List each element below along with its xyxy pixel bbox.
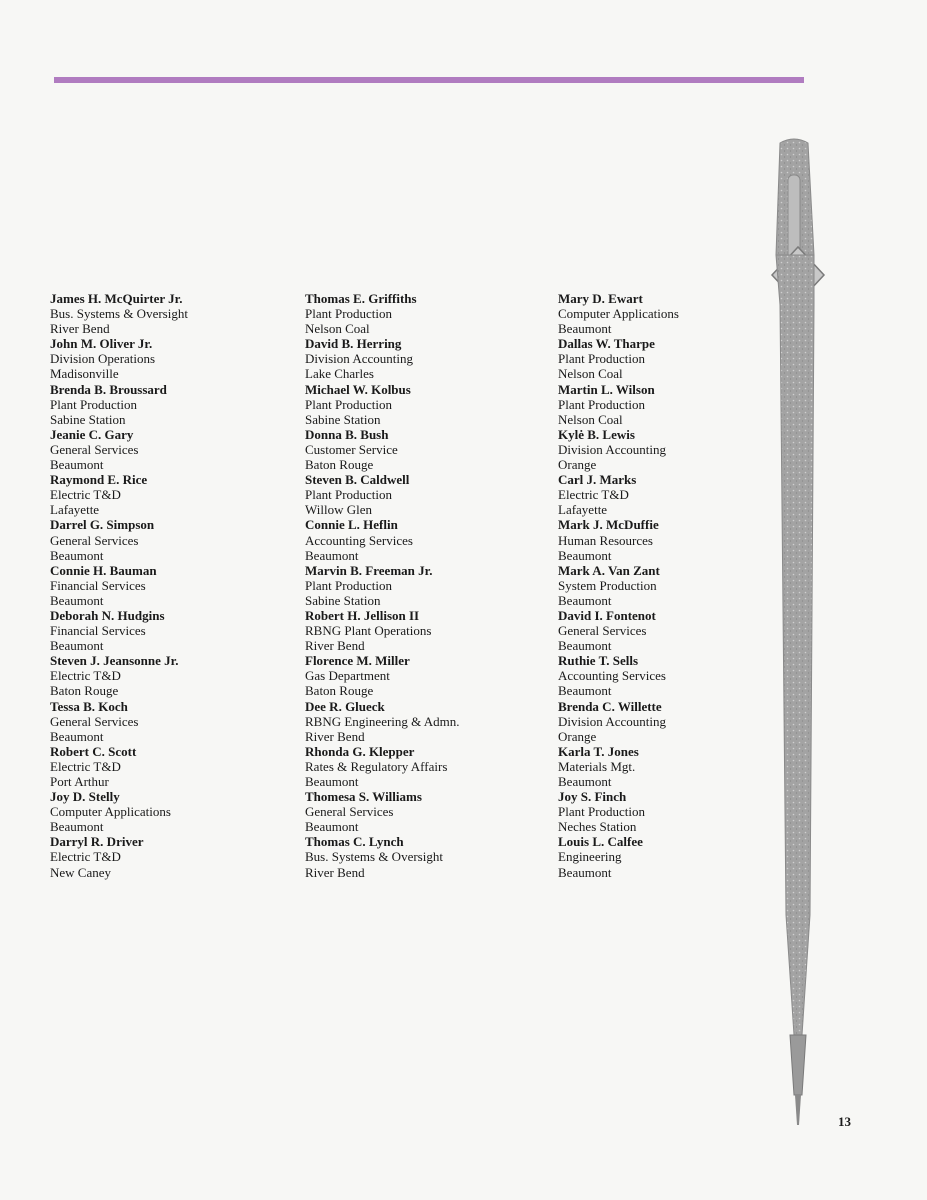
- employee-location: Madisonville: [50, 366, 119, 382]
- employee-department: RBNG Engineering & Admn.: [305, 713, 460, 729]
- employee-department: Plant Production: [305, 487, 393, 503]
- employee-entry: [305, 517, 535, 562]
- employee-department: Electric T&D: [50, 668, 121, 684]
- employee-location: Lafayette: [50, 502, 100, 518]
- employee-entry: [558, 744, 788, 789]
- employee-department: Plant Production: [305, 306, 393, 322]
- employee-department: Electric T&D: [558, 487, 629, 503]
- employee-entry: [558, 608, 788, 653]
- employee-entry: [50, 834, 280, 879]
- employee-location: Beaumont: [558, 592, 612, 608]
- employee-location: Beaumont: [558, 864, 612, 880]
- employee-entry: [50, 744, 280, 789]
- employee-location: Beaumont: [50, 547, 104, 563]
- employee-name: Martin L. Wilson: [558, 381, 655, 397]
- employee-department: Electric T&D: [50, 758, 121, 774]
- employee-department: Financial Services: [50, 623, 146, 639]
- employee-name: Jeanie C. Gary: [50, 426, 134, 442]
- employee-location: Beaumont: [305, 547, 359, 563]
- employee-name: Ruthie T. Sells: [558, 653, 639, 669]
- employee-department: General Services: [305, 804, 394, 820]
- employee-entry: [558, 472, 788, 517]
- employee-entry: [50, 563, 280, 608]
- employee-department: Accounting Services: [558, 668, 666, 684]
- employee-entry: [50, 517, 280, 562]
- employee-entry: [558, 427, 788, 472]
- employee-name: Joy S. Finch: [558, 789, 627, 805]
- employee-location: Nelson Coal: [558, 411, 623, 427]
- employee-location: Beaumont: [558, 638, 612, 654]
- employee-name: Darryl R. Driver: [50, 834, 144, 850]
- employee-name: Joy D. Stelly: [50, 789, 120, 805]
- employee-name: Robert H. Jellison II: [305, 607, 420, 623]
- employee-entry: [305, 699, 535, 744]
- pen-illustration: [762, 135, 842, 1130]
- employee-location: Sabine Station: [305, 411, 381, 427]
- employee-entry: [305, 427, 535, 472]
- employee-name: Karla T. Jones: [558, 743, 639, 759]
- employee-location: River Bend: [50, 321, 110, 337]
- employee-entry: [558, 563, 788, 608]
- employee-name: Steven B. Caldwell: [305, 472, 410, 488]
- employee-name: Deborah N. Hudgins: [50, 607, 165, 623]
- employee-entry: [50, 653, 280, 698]
- employee-entry: [305, 563, 535, 608]
- employee-location: Beaumont: [558, 321, 612, 337]
- employee-department: Human Resources: [558, 532, 653, 548]
- employee-location: Beaumont: [305, 774, 359, 789]
- employee-name: Mark A. Van Zant: [558, 562, 660, 578]
- employee-department: Customer Service: [305, 441, 398, 457]
- employee-location: Beaumont: [50, 819, 104, 835]
- employee-name: Donna B. Bush: [305, 426, 389, 442]
- employee-department: Engineering: [558, 849, 622, 865]
- employee-location: Sabine Station: [305, 592, 381, 608]
- employee-name: Robert C. Scott: [50, 743, 137, 759]
- employee-name: Kylė B. Lewis: [558, 426, 635, 442]
- employee-department: Plant Production: [558, 351, 646, 367]
- employee-department: Bus. Systems & Oversight: [50, 306, 188, 322]
- employee-name: Dee R. Glueck: [305, 698, 385, 714]
- page-number: 13: [838, 1114, 851, 1129]
- employee-name: John M. Oliver Jr.: [50, 336, 153, 352]
- name-column-3: [558, 291, 788, 880]
- employee-location: Beaumont: [558, 683, 612, 699]
- employee-department: General Services: [50, 532, 139, 548]
- purple-top-rule: [54, 77, 804, 83]
- employee-location: Port Arthur: [50, 774, 109, 789]
- employee-name: Thomesa S. Williams: [305, 789, 422, 805]
- employee-name: Brenda C. Willette: [558, 698, 662, 714]
- employee-name: Louis L. Calfee: [558, 834, 643, 850]
- employee-department: Plant Production: [558, 804, 646, 820]
- employee-location: River Bend: [305, 864, 365, 880]
- employee-entry: [50, 291, 280, 336]
- employee-name: Connie L. Heflin: [305, 517, 398, 533]
- employee-department: General Services: [50, 713, 139, 729]
- employee-name: Steven J. Jeansonne Jr.: [50, 653, 179, 669]
- employee-name: Dallas W. Tharpe: [558, 336, 655, 352]
- employee-entry: [305, 789, 535, 834]
- employee-name: Mark J. McDuffie: [558, 517, 659, 533]
- employee-department: Division Operations: [50, 351, 156, 367]
- employee-entry: [305, 608, 535, 653]
- employee-entry: [50, 472, 280, 517]
- employee-department: System Production: [558, 577, 657, 593]
- employee-location: Baton Rouge: [50, 683, 119, 699]
- employee-department: RBNG Plant Operations: [305, 623, 432, 639]
- employee-entry: [558, 336, 788, 381]
- employee-location: Lake Charles: [305, 366, 374, 382]
- employee-department: Plant Production: [50, 396, 138, 412]
- employee-name: Tessa B. Koch: [50, 698, 128, 714]
- employee-location: Neches Station: [558, 819, 637, 835]
- name-column-1: [50, 291, 280, 880]
- employee-name: Darrel G. Simpson: [50, 517, 155, 533]
- employee-entry: [305, 472, 535, 517]
- employee-name: James H. McQuirter Jr.: [50, 291, 183, 306]
- employee-department: Bus. Systems & Oversight: [305, 849, 443, 865]
- employee-location: Beaumont: [50, 592, 104, 608]
- employee-name: David I. Fontenot: [558, 607, 656, 623]
- employee-location: Nelson Coal: [305, 321, 370, 337]
- employee-department: Division Accounting: [558, 441, 666, 457]
- employee-location: Beaumont: [50, 457, 104, 473]
- employee-entry: [50, 382, 280, 427]
- employee-entry: [50, 336, 280, 381]
- employee-location: Nelson Coal: [558, 366, 623, 382]
- employee-entry: [558, 291, 788, 336]
- employee-entry: [50, 789, 280, 834]
- employee-location: River Bend: [305, 638, 365, 654]
- employee-name: Thomas E. Griffiths: [305, 291, 417, 306]
- employee-entry: [558, 699, 788, 744]
- employee-location: Orange: [558, 728, 597, 744]
- employee-department: Materials Mgt.: [558, 758, 636, 774]
- employee-name: Mary D. Ewart: [558, 291, 643, 306]
- employee-department: Computer Applications: [50, 804, 171, 820]
- employee-name: Michael W. Kolbus: [305, 381, 411, 397]
- employee-location: Beaumont: [50, 638, 104, 654]
- employee-entry: [305, 653, 535, 698]
- employee-department: Rates & Regulatory Affairs: [305, 758, 448, 774]
- employee-name: Rhonda G. Klepper: [305, 743, 415, 759]
- employee-location: Baton Rouge: [305, 457, 374, 473]
- employee-location: River Bend: [305, 728, 365, 744]
- employee-location: New Caney: [50, 864, 112, 880]
- employee-entry: [558, 834, 788, 879]
- employee-department: Plant Production: [305, 396, 393, 412]
- employee-entry: [305, 382, 535, 427]
- name-column-2: [305, 291, 535, 880]
- employee-name: Raymond E. Rice: [50, 472, 148, 488]
- employee-location: Beaumont: [305, 819, 359, 835]
- employee-entry: [305, 291, 535, 336]
- employee-name: Connie H. Bauman: [50, 562, 157, 578]
- employee-location: Lafayette: [558, 502, 608, 518]
- employee-department: Gas Department: [305, 668, 390, 684]
- employee-location: Orange: [558, 457, 597, 473]
- employee-department: General Services: [558, 623, 647, 639]
- employee-name: Florence M. Miller: [305, 653, 410, 669]
- employee-name: David B. Herring: [305, 336, 402, 352]
- employee-location: Beaumont: [558, 547, 612, 563]
- employee-department: Electric T&D: [50, 487, 121, 503]
- employee-department: Division Accounting: [305, 351, 413, 367]
- employee-department: Division Accounting: [558, 713, 666, 729]
- employee-name: Brenda B. Broussard: [50, 381, 167, 397]
- employee-entry: [305, 834, 535, 879]
- employee-location: Beaumont: [558, 774, 612, 789]
- employee-entry: [558, 382, 788, 427]
- employee-name: Marvin B. Freeman Jr.: [305, 562, 433, 578]
- employee-name: Carl J. Marks: [558, 472, 637, 488]
- employee-name: Thomas C. Lynch: [305, 834, 404, 850]
- employee-location: Sabine Station: [50, 411, 126, 427]
- employee-department: Plant Production: [558, 396, 646, 412]
- employee-department: General Services: [50, 441, 139, 457]
- employee-department: Electric T&D: [50, 849, 121, 865]
- employee-entry: [305, 744, 535, 789]
- employee-location: Beaumont: [50, 728, 104, 744]
- employee-department: Accounting Services: [305, 532, 413, 548]
- employee-entry: [50, 699, 280, 744]
- employee-entry: [558, 517, 788, 562]
- employee-entry: [50, 608, 280, 653]
- employee-entry: [50, 427, 280, 472]
- employee-department: Computer Applications: [558, 306, 679, 322]
- employee-entry: [558, 653, 788, 698]
- employee-entry: [558, 789, 788, 834]
- employee-entry: [305, 336, 535, 381]
- employee-location: Baton Rouge: [305, 683, 374, 699]
- employee-location: Willow Glen: [305, 502, 372, 518]
- employee-department: Financial Services: [50, 577, 146, 593]
- employee-department: Plant Production: [305, 577, 393, 593]
